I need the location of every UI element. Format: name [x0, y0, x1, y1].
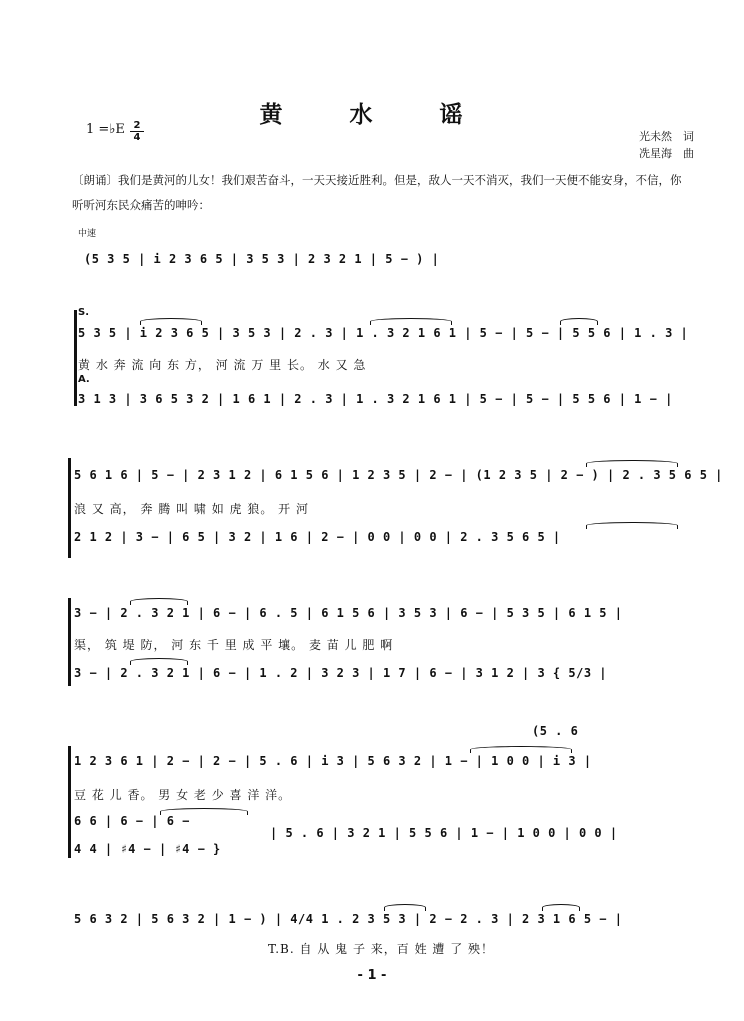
- system-3-lyrics: 渠， 筑 堤 防， 河 东 千 里 成 平 壤。 麦 苗 儿 肥 啊: [74, 638, 394, 652]
- system-2-lyrics: 浪 又 高， 奔 腾 叫 啸 如 虎 狼。 开 河: [74, 502, 309, 516]
- system-4-soprano: 1 2 3 6 1 | 2 − | 2 − | 5 . 6 | i 3 | 5 6 3 2 | 1 − | 1 0 0 | i 3 |: [74, 754, 592, 768]
- system-5-lyrics: T.B. 自 从 鬼 子 来，百 姓 遭 了 殃！: [268, 942, 495, 956]
- slur: [470, 746, 572, 753]
- system-4-cue: (5 . 6: [532, 724, 579, 738]
- system-4-brace: [68, 746, 71, 858]
- key-signature: 1 =♭E: [86, 122, 125, 137]
- time-signature-bottom: 4: [130, 131, 144, 143]
- slur: [160, 808, 248, 815]
- slur: [542, 904, 580, 911]
- system-3-soprano: 3 − | 2 . 3 2 1 | 6 − | 6 . 5 | 6 1 5 6 | 3 5 3 | 6 − | 5 3 5 | 6 1 5 |: [74, 606, 623, 620]
- system-2-soprano: 5 6 1 6 | 5 − | 2 3 1 2 | 6 1 5 6 | 1 2 3 5 | 2 − | (1 2 3 5 | 2 − ) | 2 . 3 5 6 5 |: [74, 468, 723, 482]
- system-1-brace: [74, 310, 77, 406]
- composer-credit: 冼星海 曲: [639, 147, 694, 160]
- system-2-alto: 2 1 2 | 3 − | 6 5 | 3 2 | 1 6 | 2 − | 0 0 | 0 0 | 2 . 3 5 6 5 |: [74, 530, 561, 544]
- system-4-alto-top: 6 6 | 6 − | 6 −: [74, 814, 190, 828]
- page-number: - 1 -: [357, 968, 387, 983]
- song-title: 黄 水 谣: [259, 101, 485, 128]
- slur: [384, 904, 426, 911]
- system-1-alto: 3 1 3 | 3 6 5 3 2 | 1 6 1 | 2 . 3 | 1 . 3 2 1 6 1 | 5 − | 5 − | 5 5 6 | 1 − |: [78, 392, 673, 406]
- alto-label: A.: [78, 374, 90, 385]
- time-signature-top: 2: [133, 120, 141, 131]
- system-3-brace: [68, 598, 71, 686]
- system-3-alto: 3 − | 2 . 3 2 1 | 6 − | 1 . 2 | 3 2 3 | 1 7 | 6 − | 3 1 2 | 3 { 5/3 |: [74, 666, 607, 680]
- slur: [560, 318, 598, 325]
- intro-line: (5 3 5 | i 2 3 6 5 | 3 5 3 | 2 3 2 1 | 5 − ) |: [84, 252, 440, 266]
- system-4-alto: | 5 . 6 | 3 2 1 | 5 5 6 | 1 − | 1 0 0 | 0 0 |: [270, 826, 618, 840]
- recitation-text: 〔朗诵〕我们是黄河的儿女！我们艰苦奋斗，一天天接近胜利。但是，敌人一天不消灭，我们一天便不能安身，不信，你听听河东民众痛苦的呻吟：: [72, 173, 682, 212]
- system-4-lyrics: 豆 花 儿 香。 男 女 老 少 喜 洋 洋。: [74, 788, 292, 802]
- slur: [586, 522, 678, 529]
- system-1-soprano: 5 3 5 | i 2 3 6 5 | 3 5 3 | 2 . 3 | 1 . 3 2 1 6 1 | 5 − | 5 − | 5 5 6 | 1 . 3 |: [78, 326, 689, 340]
- system-1-lyrics: 黄 水 奔 流 向 东 方， 河 流 万 里 长。 水 又 急: [78, 358, 367, 372]
- slur: [370, 318, 452, 325]
- slur: [130, 598, 188, 605]
- system-2-brace: [68, 458, 71, 558]
- soprano-label: S.: [78, 307, 90, 318]
- lyricist-credit: 光未然 词: [639, 130, 694, 143]
- tempo-marking: 中速: [78, 229, 97, 239]
- system-4-alto-bottom: 4 4 | ♯4 − | ♯4 − }: [74, 842, 221, 856]
- slur: [140, 318, 202, 325]
- slur: [130, 658, 188, 665]
- system-5-notes: 5 6 3 2 | 5 6 3 2 | 1 − ) | 4/4 1 . 2 3 5 3 | 2 − 2 . 3 | 2 3 1 6 5 − |: [74, 912, 623, 926]
- time-signature: [130, 120, 144, 143]
- slur: [586, 460, 678, 467]
